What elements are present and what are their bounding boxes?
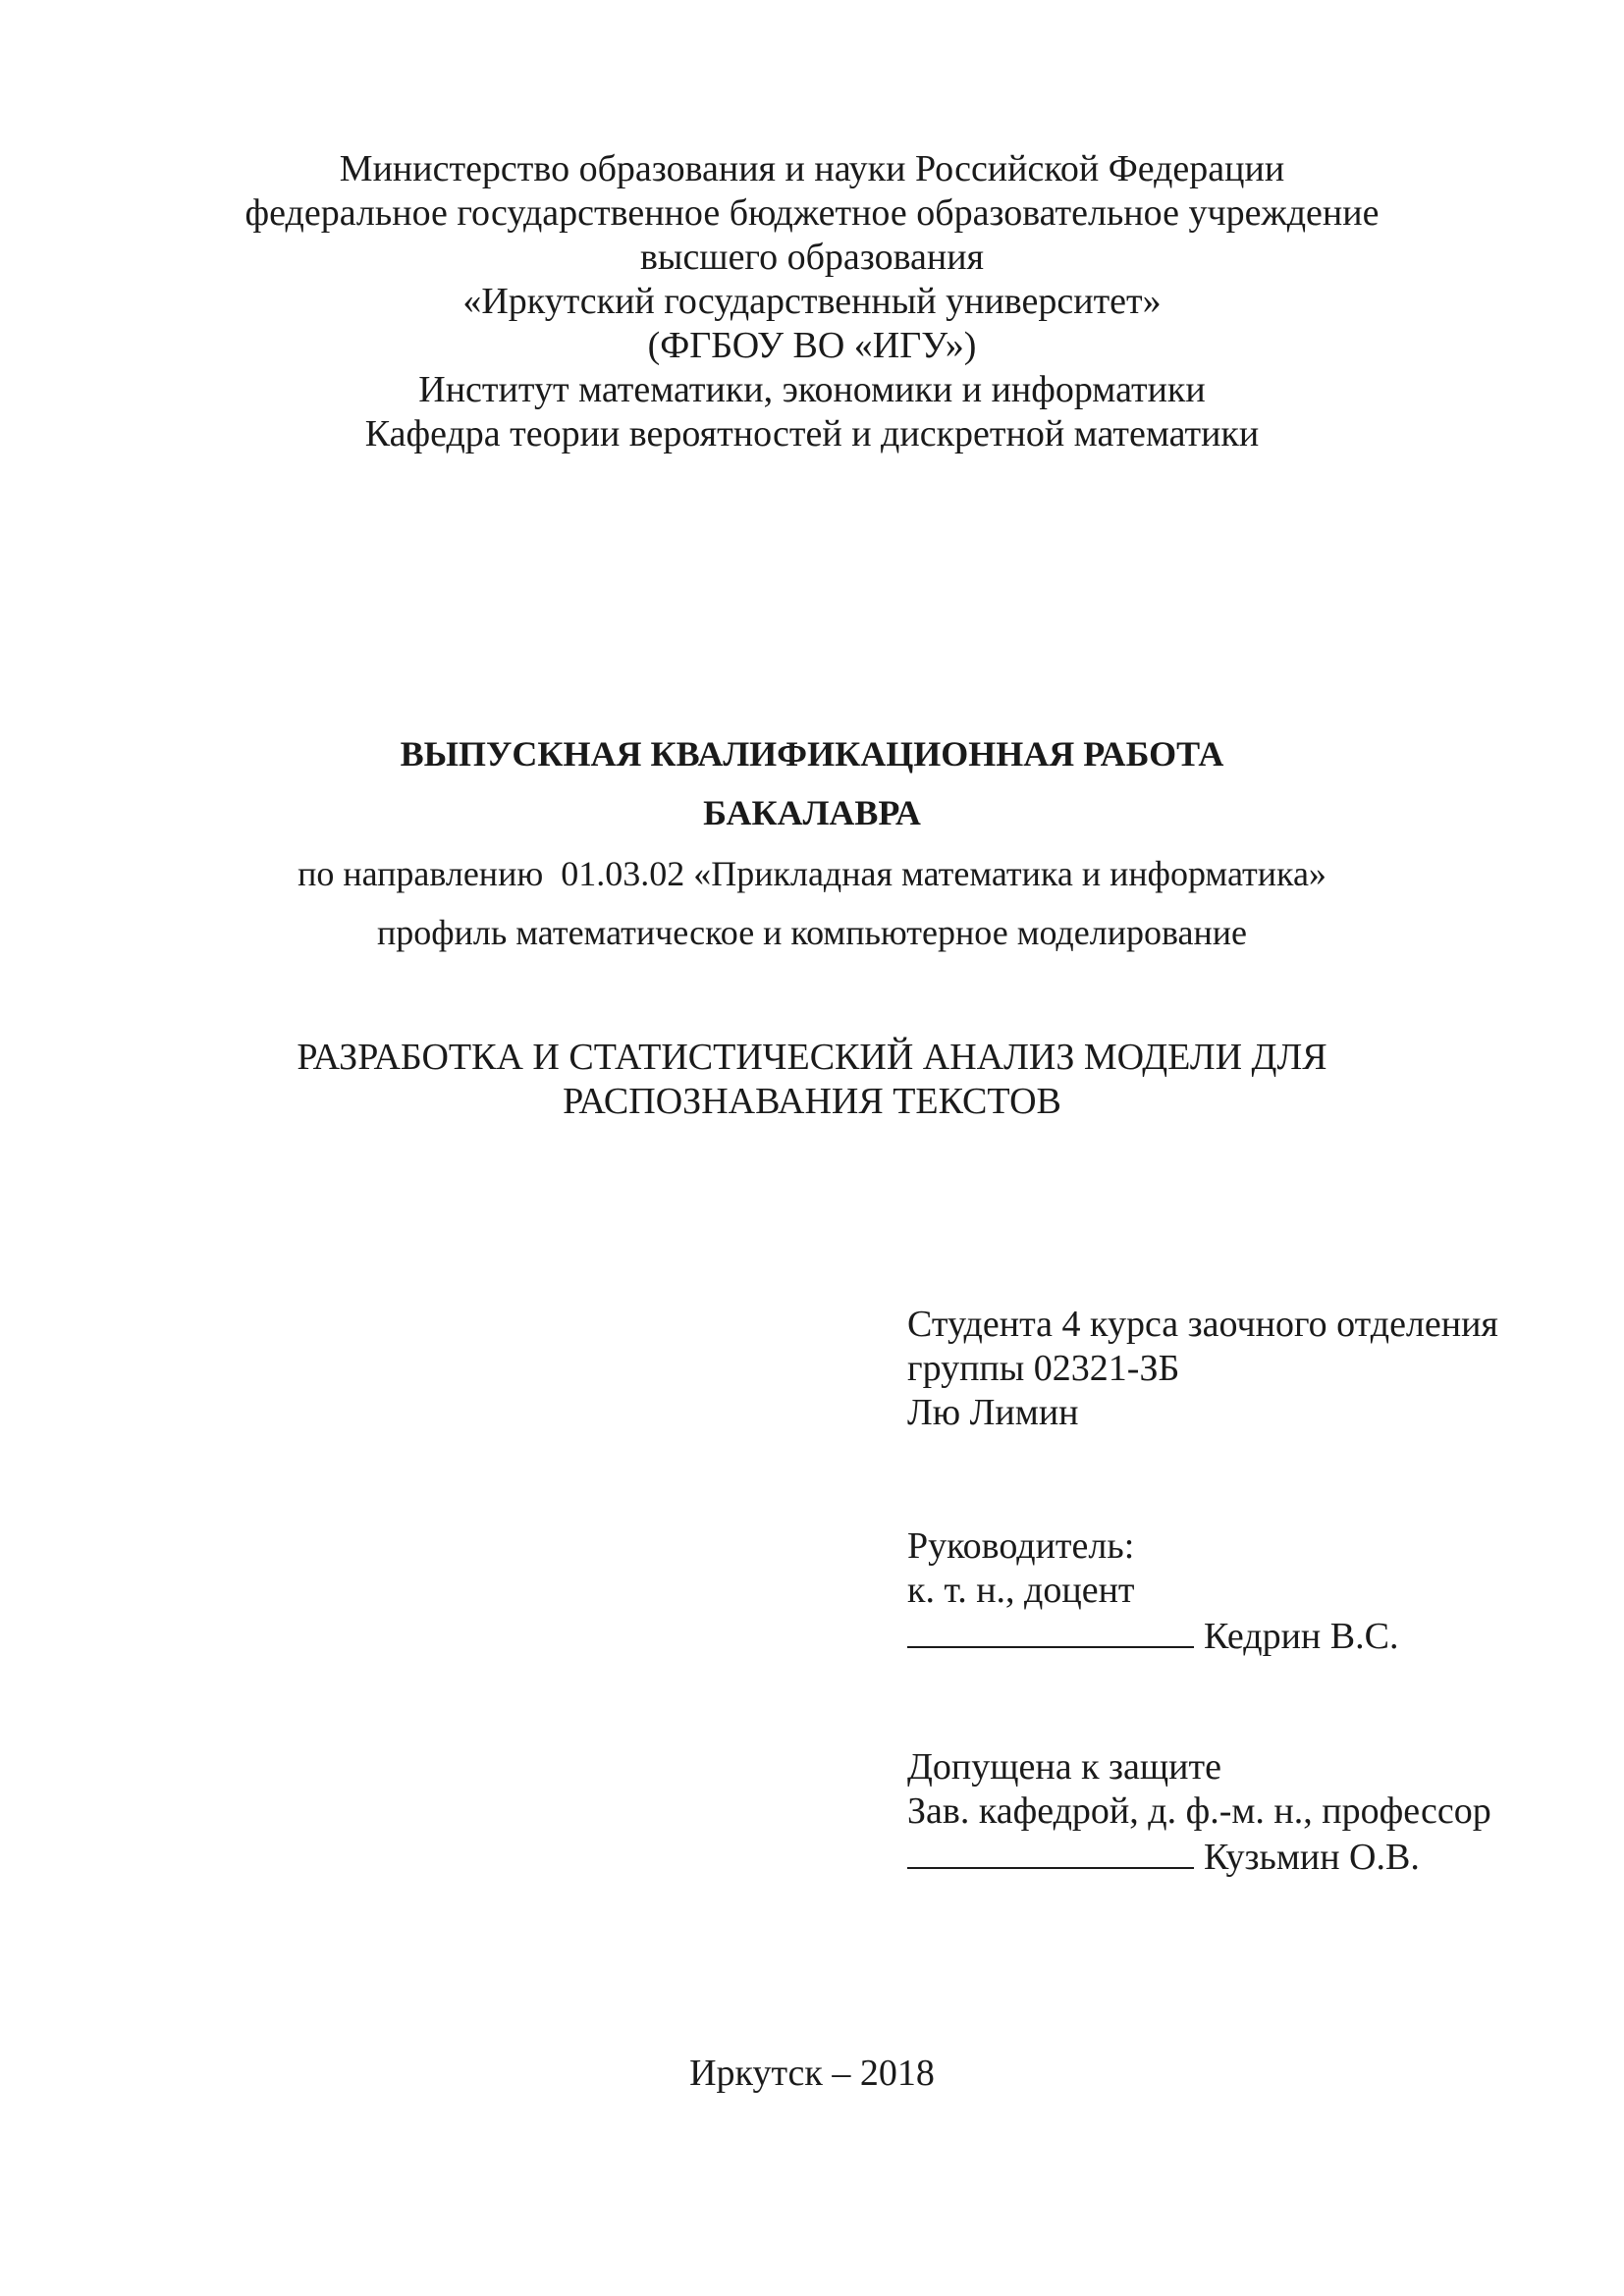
university-abbr-line: (ФГБОУ ВО «ИГУ»)	[647, 325, 977, 366]
work-type-line-2: БАКАЛАВРА	[703, 793, 921, 832]
institute-line: Институт математики, экономики и информатики	[418, 369, 1206, 410]
student-name: Лю Лимин	[907, 1392, 1079, 1433]
thesis-title	[0, 1036, 1624, 1124]
admission-block	[907, 1745, 1491, 1880]
work-type-line-1: ВЫПУСКНАЯ КВАЛИФИКАЦИОННАЯ РАБОТА	[400, 734, 1224, 774]
supervisor-signature-row	[907, 1613, 1398, 1659]
education-level-line: высшего образования	[639, 237, 985, 278]
supervisor-label: Руководитель:	[907, 1525, 1135, 1567]
ministry-line: Министерство образования и науки Российской Федерации	[339, 148, 1285, 189]
admission-label: Допущена к защите	[907, 1746, 1221, 1788]
supervisor-degree: к. т. н., доцент	[907, 1570, 1135, 1611]
head-signature-row	[907, 1834, 1491, 1880]
head-signature-line	[907, 1834, 1194, 1869]
institution-type-line: федеральное государственное бюджетное образовательное учреждение	[244, 192, 1380, 234]
student-course: Студента 4 курса заочного отделения	[907, 1304, 1498, 1345]
study-direction	[0, 844, 1624, 962]
head-of-department-name: Кузьмин О.В.	[1204, 1837, 1420, 1878]
supervisor-block	[907, 1524, 1398, 1659]
student-block	[907, 1303, 1498, 1435]
supervisor-name: Кедрин В.С.	[1204, 1616, 1399, 1657]
direction-line: по направлению 01.03.02 «Прикладная математика и информатика»	[298, 854, 1326, 893]
thesis-title-line-1: РАЗРАБОТКА И СТАТИСТИЧЕСКИЙ АНАЛИЗ МОДЕЛИ ДЛЯ	[297, 1037, 1327, 1078]
thesis-title-line-2: РАСПОЗНАВАНИЯ ТЕКСТОВ	[563, 1081, 1061, 1122]
city-year: Иркутск – 2018	[689, 2053, 935, 2094]
work-type	[0, 724, 1624, 842]
supervisor-signature-line	[907, 1613, 1194, 1648]
student-group: группы 02321-ЗБ	[907, 1348, 1180, 1389]
institution-header	[0, 147, 1624, 456]
head-of-department-position: Зав. кафедрой, д. ф.-м. н., профессор	[907, 1790, 1491, 1832]
department-line: Кафедра теории вероятностей и дискретной математики	[364, 413, 1260, 454]
profile-line: профиль математическое и компьютерное моделирование	[377, 913, 1247, 952]
university-name-line: «Иркутский государственный университет»	[462, 281, 1162, 322]
